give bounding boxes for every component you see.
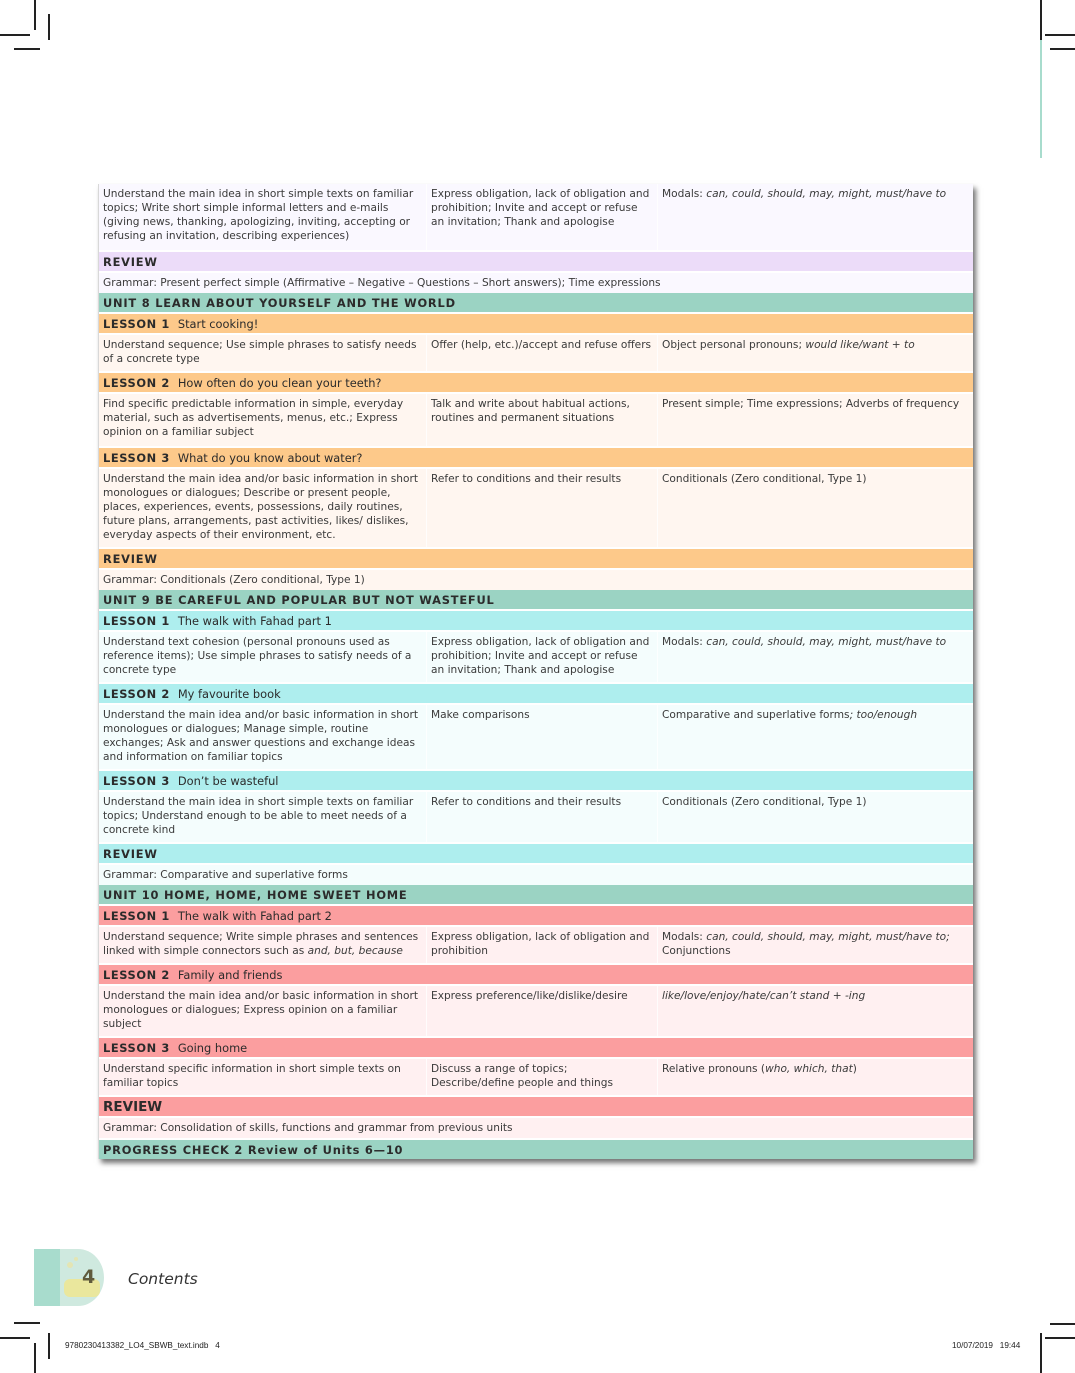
print-slug: 9780230413382_LO4_SBWB_text.indb 4: [65, 1341, 220, 1350]
review-header: REVIEW: [99, 547, 973, 568]
review-row: Grammar: Consolidation of skills, functions and grammar from previous units: [99, 1116, 973, 1138]
lesson-row: Understand specific information in short simple texts on familiar topics Discuss a range of topics; Describe/define people and things Relative pronouns (who, which, that): [99, 1057, 973, 1095]
lesson-header: LESSON 1 The walk with Fahad part 1: [99, 609, 973, 630]
progress-check-header: PROGRESS CHECK 2 Review of Units 6—10: [99, 1138, 973, 1159]
crop-mark: [34, 0, 36, 30]
review-row: Grammar: Comparative and superlative forms: [99, 863, 973, 885]
print-timestamp: 10/07/2019 19:44: [952, 1341, 1021, 1350]
lesson-header: LESSON 3 Don’t be wasteful: [99, 769, 973, 790]
skills-cell: Understand the main idea in short simple texts on familiar topics; Write short simple informal letters and e-mails (giving news, thanking, apologizing, inviting, accepting or refusing an invitation, describing experiences): [103, 188, 414, 242]
crop-mark: [14, 1322, 40, 1324]
crop-mark: [14, 48, 40, 50]
review-header: REVIEW: [99, 842, 973, 863]
lesson-row: Find specific predictable information in simple, everyday material, such as advertisements, menus, etc.; Express opinion on a familiar subject Talk and write about habitual actions, routines and permanent situations Present simple; Time expressions; Adverbs of frequency: [99, 392, 973, 446]
crop-mark: [1045, 1337, 1075, 1339]
crop-mark: [0, 1337, 30, 1339]
lesson-header: LESSON 3 What do you know about water?: [99, 446, 973, 467]
lesson-row: Understand the main idea and/or basic information in short monologues or dialogues; Describe or present people, places, experiences, events, possessions, daily routines, future plans, arrangements, past activities, likes/ dislikes, everyday aspects of their environment, etc. Refer to conditions and their results Conditionals (Zero conditional, Type 1): [99, 467, 973, 547]
page-edge-rule: [1040, 40, 1042, 158]
review-header: REVIEW: [99, 1095, 973, 1116]
review-header: REVIEW: [99, 250, 973, 271]
unit-header: UNIT 8 LEARN ABOUT YOURSELF AND THE WORLD: [99, 293, 973, 312]
crop-mark: [1040, 0, 1042, 40]
crop-mark: [1040, 1333, 1042, 1373]
lesson-row: Understand text cohesion (personal pronouns used as reference items); Use simple phrases to satisfy needs of a concrete type Express obligation, lack of obligation and prohibition; Invite and accept or refuse an invitation; Thank and apologise Modals: can, could, should, may, might, must/have to: [99, 630, 973, 682]
lesson-row: Understand the main idea and/or basic information in short monologues or dialogues; Manage simple, routine exchanges; Ask and answer questions and exchange ideas and information on familiar topics Make comparisons Comparative and superlative forms; too/enough: [99, 703, 973, 769]
lesson-row: Understand sequence; Use simple phrases to satisfy needs of a concrete type Offer (help, etc.)/accept and refuse offers Object personal pronouns; would like/want + to: [99, 333, 973, 371]
functions-cell: Express obligation, lack of obligation and prohibition; Invite and accept or refuse an invitation; Thank and apologise: [426, 184, 657, 250]
lesson-header: LESSON 1 Start cooking!: [99, 312, 973, 333]
unit-10-section: [99, 885, 973, 1138]
review-row: Grammar: Present perfect simple (Affirmative – Negative – Questions – Short answers); Time expressions: [99, 271, 973, 293]
unit-header: UNIT 9 BE CAREFUL AND POPULAR BUT NOT WASTEFUL: [99, 590, 973, 609]
section-title: Contents: [128, 1270, 198, 1288]
lesson-header: LESSON 2 Family and friends: [99, 963, 973, 984]
unit-header: UNIT 10 HOME, HOME, HOME SWEET HOME: [99, 885, 973, 904]
crop-mark: [1050, 48, 1075, 50]
contents-table: [98, 184, 973, 1159]
lesson-header: LESSON 2 How often do you clean your teeth?: [99, 371, 973, 392]
lesson-row: [99, 184, 973, 250]
lesson-header: LESSON 1 The walk with Fahad part 2: [99, 904, 973, 925]
lesson-header: LESSON 2 My favourite book: [99, 682, 973, 703]
unit-9-section: [99, 590, 973, 885]
lesson-row: Understand sequence; Write simple phrases and sentences linked with simple connectors such as and, but, because Express obligation, lack of obligation and prohibition Modals: can, could, should, may, might, must/have to; Conjunctions: [99, 925, 973, 963]
grammar-cell: Modals: can, could, should, may, might, must/have to: [657, 184, 973, 250]
crop-mark: [1050, 1323, 1075, 1325]
lesson-row: Understand the main idea in short simple texts on familiar topics; Understand enough to be able to meet needs of a concrete kind Refer to conditions and their results Conditionals (Zero conditional, Type 1): [99, 790, 973, 842]
review-row: Grammar: Conditionals (Zero conditional, Type 1): [99, 568, 973, 590]
crop-mark: [48, 14, 50, 40]
crop-mark: [0, 34, 30, 36]
lesson-row: Understand the main idea and/or basic information in short monologues or dialogues; Express opinion on a familiar subject Express preference/like/dislike/desire like/love/enjoy/hate/can’t stand + -ing: [99, 984, 973, 1036]
crop-mark: [1045, 34, 1075, 36]
page-number: 4: [82, 1266, 96, 1288]
lesson-header: LESSON 3 Going home: [99, 1036, 973, 1057]
unit-7-section: [99, 184, 973, 293]
crop-mark: [48, 1333, 50, 1359]
unit-8-section: [99, 293, 973, 590]
crop-mark: [34, 1343, 36, 1373]
